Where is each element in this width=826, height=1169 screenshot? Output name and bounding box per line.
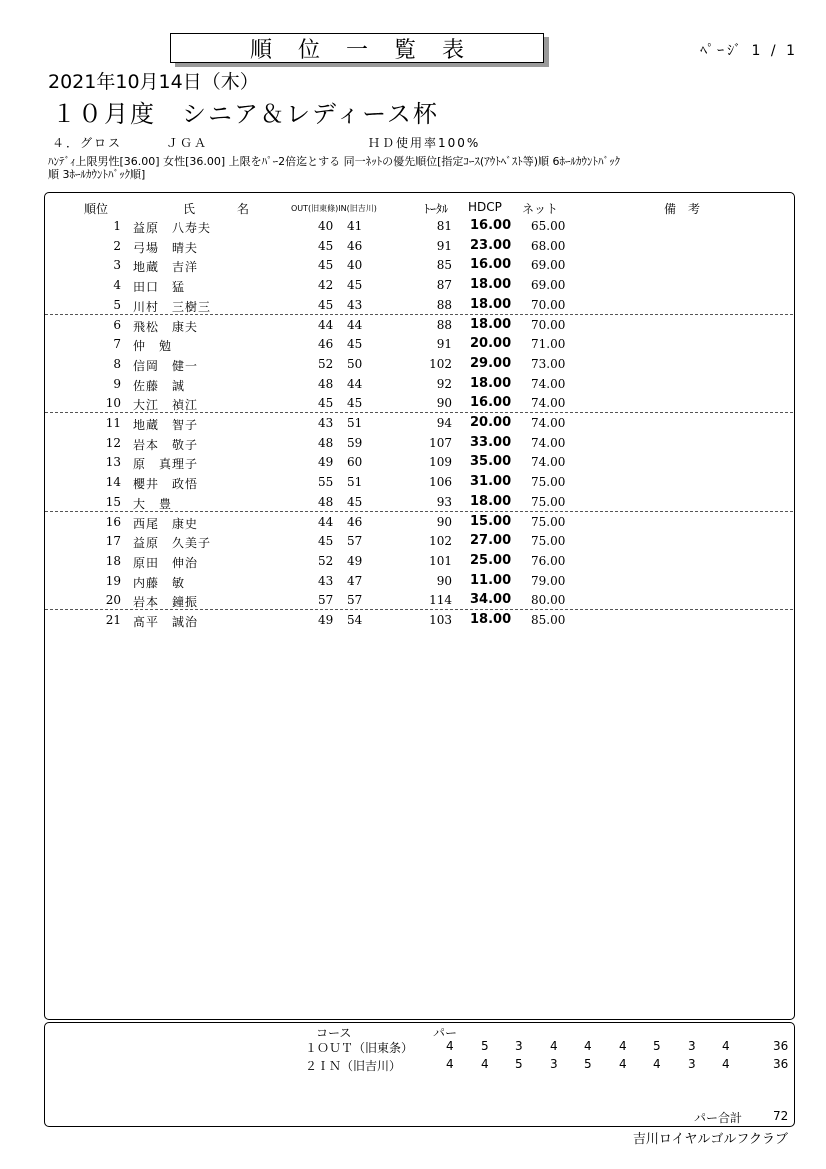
in-score-cell: 41 bbox=[347, 219, 363, 233]
col-net-header: ネット bbox=[522, 202, 559, 216]
total-cell: 101 bbox=[429, 553, 452, 568]
hole-par: 5 bbox=[653, 1039, 661, 1053]
course-par-row bbox=[0, 1039, 826, 1055]
hole-par: 4 bbox=[584, 1039, 592, 1053]
total-cell: 90 bbox=[436, 573, 452, 588]
event-name: １０月度 シニア＆レディース杯 bbox=[52, 100, 439, 128]
in-score-cell: 43 bbox=[347, 297, 363, 312]
name-cell: 飛松 康夫 bbox=[133, 319, 199, 334]
col-name-header-1: 氏 bbox=[183, 202, 196, 216]
hole-par: 3 bbox=[515, 1039, 523, 1053]
in-score-cell: 57 bbox=[347, 534, 363, 549]
total-cell: 94 bbox=[436, 416, 452, 430]
name-cell: 地蔵 智子 bbox=[133, 418, 199, 432]
par-total-value: 72 bbox=[773, 1109, 789, 1123]
rank-cell: 11 bbox=[105, 416, 121, 430]
total-cell: 91 bbox=[436, 337, 452, 352]
table-row bbox=[45, 590, 793, 610]
hdcp-cell: 33.00 bbox=[470, 434, 512, 450]
out-score-cell: 52 bbox=[318, 356, 334, 371]
table-row bbox=[45, 315, 793, 335]
table-row bbox=[45, 433, 793, 453]
hole-par: 3 bbox=[688, 1039, 696, 1053]
hole-par: 4 bbox=[722, 1039, 730, 1053]
hole-par: 3 bbox=[550, 1057, 558, 1071]
in-score-cell: 54 bbox=[347, 613, 363, 627]
net-cell: 85.00 bbox=[531, 613, 566, 627]
name-cell: 弓場 晴夫 bbox=[133, 240, 199, 255]
total-cell: 87 bbox=[436, 278, 452, 293]
in-score-cell: 46 bbox=[347, 238, 363, 253]
hdcp-cell: 23.00 bbox=[470, 237, 512, 253]
total-cell: 107 bbox=[429, 435, 452, 450]
name-cell: 川村 三樹三 bbox=[133, 299, 212, 314]
net-cell: 75.00 bbox=[531, 475, 566, 490]
rank-cell: 14 bbox=[105, 475, 121, 490]
total-cell: 92 bbox=[436, 376, 452, 391]
name-cell: 仲 勉 bbox=[133, 339, 173, 354]
course-par-total: 36 bbox=[773, 1057, 789, 1071]
rank-cell: 17 bbox=[105, 534, 121, 549]
hdcp-cell: 16.00 bbox=[470, 395, 512, 411]
hdcp-cell: 18.00 bbox=[470, 277, 512, 293]
out-score-cell: 40 bbox=[318, 219, 334, 233]
name-cell: 原 真理子 bbox=[133, 457, 199, 472]
net-cell: 71.00 bbox=[531, 337, 566, 352]
rank-cell: 15 bbox=[105, 494, 121, 509]
total-cell: 106 bbox=[429, 475, 452, 490]
in-score-cell: 44 bbox=[347, 317, 363, 332]
hdcp-cell: 29.00 bbox=[470, 355, 512, 371]
net-cell: 79.00 bbox=[531, 573, 566, 588]
handicap-rules-line-1: ﾊﾝﾃﾞｨ上限男性[36.00] 女性[36.00] 上限をﾊﾟｰ2倍迄とする 同一ﾈｯﾄの優先順位[指定ｺｰｽ(ｱｳﾄﾍﾞｽﾄ等)順 6ﾎｰﾙｶｳﾝﾄﾊﾞｯｸ bbox=[48, 155, 621, 168]
hd-usage-rate: ＨＤ使用率100% bbox=[368, 136, 481, 150]
in-score-cell: 49 bbox=[347, 553, 363, 568]
total-cell: 88 bbox=[436, 317, 452, 332]
hdcp-cell: 27.00 bbox=[470, 533, 512, 549]
rank-cell: 1 bbox=[113, 219, 121, 233]
col-hdcp-header: HDCP bbox=[468, 200, 502, 214]
club-name: 吉川ロイヤルゴルフクラブ bbox=[632, 1132, 788, 1147]
table-row bbox=[45, 413, 793, 433]
out-score-cell: 44 bbox=[318, 514, 334, 529]
hole-par: 5 bbox=[481, 1039, 489, 1053]
total-cell: 90 bbox=[436, 514, 452, 529]
par-total-label: パー合計 bbox=[694, 1111, 743, 1125]
net-cell: 74.00 bbox=[531, 455, 566, 470]
name-cell: 内藤 敏 bbox=[133, 575, 186, 590]
table-row bbox=[45, 492, 793, 512]
table-row bbox=[45, 216, 793, 236]
total-cell: 85 bbox=[436, 258, 452, 273]
rank-cell: 20 bbox=[105, 593, 121, 608]
hdcp-cell: 16.00 bbox=[470, 257, 512, 273]
table-row bbox=[45, 255, 793, 275]
table-row bbox=[45, 295, 793, 315]
table-row bbox=[45, 531, 793, 551]
hdcp-cell: 18.00 bbox=[470, 296, 512, 312]
table-row bbox=[45, 275, 793, 295]
hdcp-cell: 15.00 bbox=[470, 513, 512, 529]
rank-cell: 21 bbox=[105, 613, 121, 627]
rank-cell: 6 bbox=[113, 317, 121, 332]
hdcp-cell: 18.00 bbox=[470, 612, 512, 627]
course-par-row bbox=[0, 1057, 826, 1073]
table-row bbox=[45, 610, 793, 630]
total-cell: 88 bbox=[436, 297, 452, 312]
rank-cell: 3 bbox=[113, 258, 121, 273]
out-score-cell: 45 bbox=[318, 534, 334, 549]
name-cell: 岩本 鐘振 bbox=[133, 595, 199, 610]
in-score-cell: 44 bbox=[347, 376, 363, 391]
in-score-cell: 45 bbox=[347, 278, 363, 293]
hdcp-cell: 34.00 bbox=[470, 592, 512, 608]
name-cell: 益原 八寿夫 bbox=[133, 221, 212, 235]
name-cell: 地蔵 吉洋 bbox=[133, 260, 199, 275]
rank-cell: 16 bbox=[105, 514, 121, 529]
hdcp-cell: 35.00 bbox=[470, 454, 512, 470]
net-cell: 75.00 bbox=[531, 514, 566, 529]
course-label: コース bbox=[316, 1026, 352, 1040]
net-cell: 65.00 bbox=[531, 219, 566, 233]
col-total-header: ﾄｰﾀﾙ bbox=[424, 202, 449, 216]
net-cell: 75.00 bbox=[531, 534, 566, 549]
hole-par: 4 bbox=[446, 1039, 454, 1053]
name-cell: 信岡 健一 bbox=[133, 358, 199, 373]
name-cell: 西尾 康史 bbox=[133, 516, 199, 531]
in-score-cell: 59 bbox=[347, 435, 363, 450]
rank-cell: 4 bbox=[113, 278, 121, 293]
out-score-cell: 52 bbox=[318, 553, 334, 568]
out-score-cell: 55 bbox=[318, 475, 334, 490]
net-cell: 74.00 bbox=[531, 396, 566, 411]
out-score-cell: 42 bbox=[318, 278, 334, 293]
table-row bbox=[45, 571, 793, 591]
out-score-cell: 49 bbox=[318, 613, 334, 627]
col-rank-header: 順位 bbox=[84, 202, 109, 216]
par-label: パー bbox=[433, 1026, 458, 1040]
total-cell: 109 bbox=[429, 455, 452, 470]
out-score-cell: 46 bbox=[318, 337, 334, 352]
net-cell: 70.00 bbox=[531, 297, 566, 312]
hole-par: 4 bbox=[619, 1039, 627, 1053]
hole-par: 4 bbox=[446, 1057, 454, 1071]
rank-cell: 9 bbox=[113, 376, 121, 391]
rank-cell: 12 bbox=[105, 435, 121, 450]
hdcp-cell: 31.00 bbox=[470, 474, 512, 490]
in-score-cell: 46 bbox=[347, 514, 363, 529]
total-cell: 114 bbox=[429, 593, 452, 608]
net-cell: 76.00 bbox=[531, 553, 566, 568]
total-cell: 102 bbox=[429, 356, 452, 371]
out-score-cell: 49 bbox=[318, 455, 334, 470]
net-cell: 74.00 bbox=[531, 376, 566, 391]
out-score-cell: 45 bbox=[318, 258, 334, 273]
hole-par: 4 bbox=[619, 1057, 627, 1071]
out-score-cell: 48 bbox=[318, 435, 334, 450]
net-cell: 75.00 bbox=[531, 494, 566, 509]
in-score-cell: 45 bbox=[347, 337, 363, 352]
rank-cell: 2 bbox=[113, 238, 121, 253]
out-score-cell: 45 bbox=[318, 297, 334, 312]
rank-cell: 19 bbox=[105, 573, 121, 588]
in-score-cell: 50 bbox=[347, 356, 363, 371]
table-row bbox=[45, 354, 793, 374]
name-cell: 櫻井 政悟 bbox=[133, 477, 199, 492]
hole-par: 3 bbox=[688, 1057, 696, 1071]
in-score-cell: 51 bbox=[347, 416, 363, 430]
rank-cell: 8 bbox=[113, 356, 121, 371]
rank-cell: 7 bbox=[113, 337, 121, 352]
name-cell: 岩本 敬子 bbox=[133, 437, 199, 452]
hole-par: 4 bbox=[722, 1057, 730, 1071]
total-cell: 90 bbox=[436, 396, 452, 411]
event-date: 2021年10月14日（木） bbox=[48, 71, 259, 93]
handicap-rules-line-2: 順 3ﾎｰﾙｶｳﾝﾄﾊﾞｯｸ順] bbox=[48, 168, 146, 181]
hole-par: 5 bbox=[584, 1057, 592, 1071]
table-row bbox=[45, 512, 793, 532]
table-row bbox=[45, 452, 793, 472]
hole-par: 4 bbox=[653, 1057, 661, 1071]
hdcp-cell: 20.00 bbox=[470, 415, 512, 430]
table-row bbox=[45, 393, 793, 413]
out-score-cell: 43 bbox=[318, 573, 334, 588]
hdcp-cell: 25.00 bbox=[470, 552, 512, 568]
net-cell: 74.00 bbox=[531, 416, 566, 430]
hdcp-cell: 18.00 bbox=[470, 316, 512, 332]
course-par-total: 36 bbox=[773, 1039, 789, 1053]
rank-cell: 5 bbox=[113, 297, 121, 312]
in-score-cell: 40 bbox=[347, 258, 363, 273]
hole-par: 4 bbox=[481, 1057, 489, 1071]
name-cell: 大江 禎江 bbox=[133, 398, 199, 413]
group-divider bbox=[45, 609, 793, 610]
out-score-cell: 45 bbox=[318, 396, 334, 411]
col-remarks-header: 備 考 bbox=[664, 202, 701, 216]
in-score-cell: 45 bbox=[347, 494, 363, 509]
in-score-cell: 51 bbox=[347, 475, 363, 490]
page-number: ﾍﾟｰｼﾞ 1 / 1 bbox=[700, 43, 798, 59]
in-score-cell: 57 bbox=[347, 593, 363, 608]
hole-par: 4 bbox=[550, 1039, 558, 1053]
out-score-cell: 57 bbox=[318, 593, 334, 608]
out-score-cell: 45 bbox=[318, 238, 334, 253]
title-box bbox=[170, 33, 544, 63]
net-cell: 68.00 bbox=[531, 238, 566, 253]
out-score-cell: 48 bbox=[318, 376, 334, 391]
hdcp-cell: 11.00 bbox=[470, 572, 512, 588]
hdcp-cell: 18.00 bbox=[470, 375, 512, 391]
association: ＪＧＡ bbox=[166, 136, 209, 150]
name-cell: 佐藤 誠 bbox=[133, 378, 186, 393]
name-cell: 髙平 誠治 bbox=[133, 615, 199, 629]
net-cell: 70.00 bbox=[531, 317, 566, 332]
page-title: 順位一覧表 bbox=[249, 37, 490, 63]
course-name: ２ＩＮ（旧吉川） bbox=[305, 1059, 402, 1073]
total-cell: 91 bbox=[436, 238, 452, 253]
hdcp-cell: 16.00 bbox=[470, 218, 512, 233]
total-cell: 103 bbox=[429, 613, 452, 627]
total-cell: 93 bbox=[436, 494, 452, 509]
course-name: １ＯＵＴ（旧東条） bbox=[305, 1041, 414, 1055]
rank-cell: 10 bbox=[105, 396, 121, 411]
name-cell: 田口 猛 bbox=[133, 280, 186, 295]
total-cell: 81 bbox=[436, 219, 452, 233]
name-cell: 原田 伸治 bbox=[133, 555, 199, 570]
table-row bbox=[45, 334, 793, 354]
net-cell: 69.00 bbox=[531, 278, 566, 293]
out-score-cell: 43 bbox=[318, 416, 334, 430]
out-score-cell: 48 bbox=[318, 494, 334, 509]
in-score-cell: 60 bbox=[347, 455, 363, 470]
rank-cell: 13 bbox=[105, 455, 121, 470]
rank-cell: 18 bbox=[105, 553, 121, 568]
net-cell: 73.00 bbox=[531, 356, 566, 371]
hole-par: 5 bbox=[515, 1057, 523, 1071]
in-score-cell: 45 bbox=[347, 396, 363, 411]
name-cell: 大 豊 bbox=[133, 496, 173, 511]
course-par-frame bbox=[44, 1022, 795, 1127]
table-row bbox=[45, 374, 793, 394]
in-score-cell: 47 bbox=[347, 573, 363, 588]
net-cell: 80.00 bbox=[531, 593, 566, 608]
table-row bbox=[45, 551, 793, 571]
scoring-mode: ４．グロス bbox=[52, 136, 123, 150]
col-name-header-2: 名 bbox=[237, 202, 250, 216]
hdcp-cell: 20.00 bbox=[470, 336, 512, 352]
total-cell: 102 bbox=[429, 534, 452, 549]
hdcp-cell: 18.00 bbox=[470, 493, 512, 509]
net-cell: 74.00 bbox=[531, 435, 566, 450]
name-cell: 益原 久美子 bbox=[133, 536, 212, 551]
col-outin-header: OUT(旧東條)IN(旧吉川) bbox=[291, 204, 377, 213]
out-score-cell: 44 bbox=[318, 317, 334, 332]
table-row bbox=[45, 236, 793, 256]
table-row bbox=[45, 472, 793, 492]
net-cell: 69.00 bbox=[531, 258, 566, 273]
